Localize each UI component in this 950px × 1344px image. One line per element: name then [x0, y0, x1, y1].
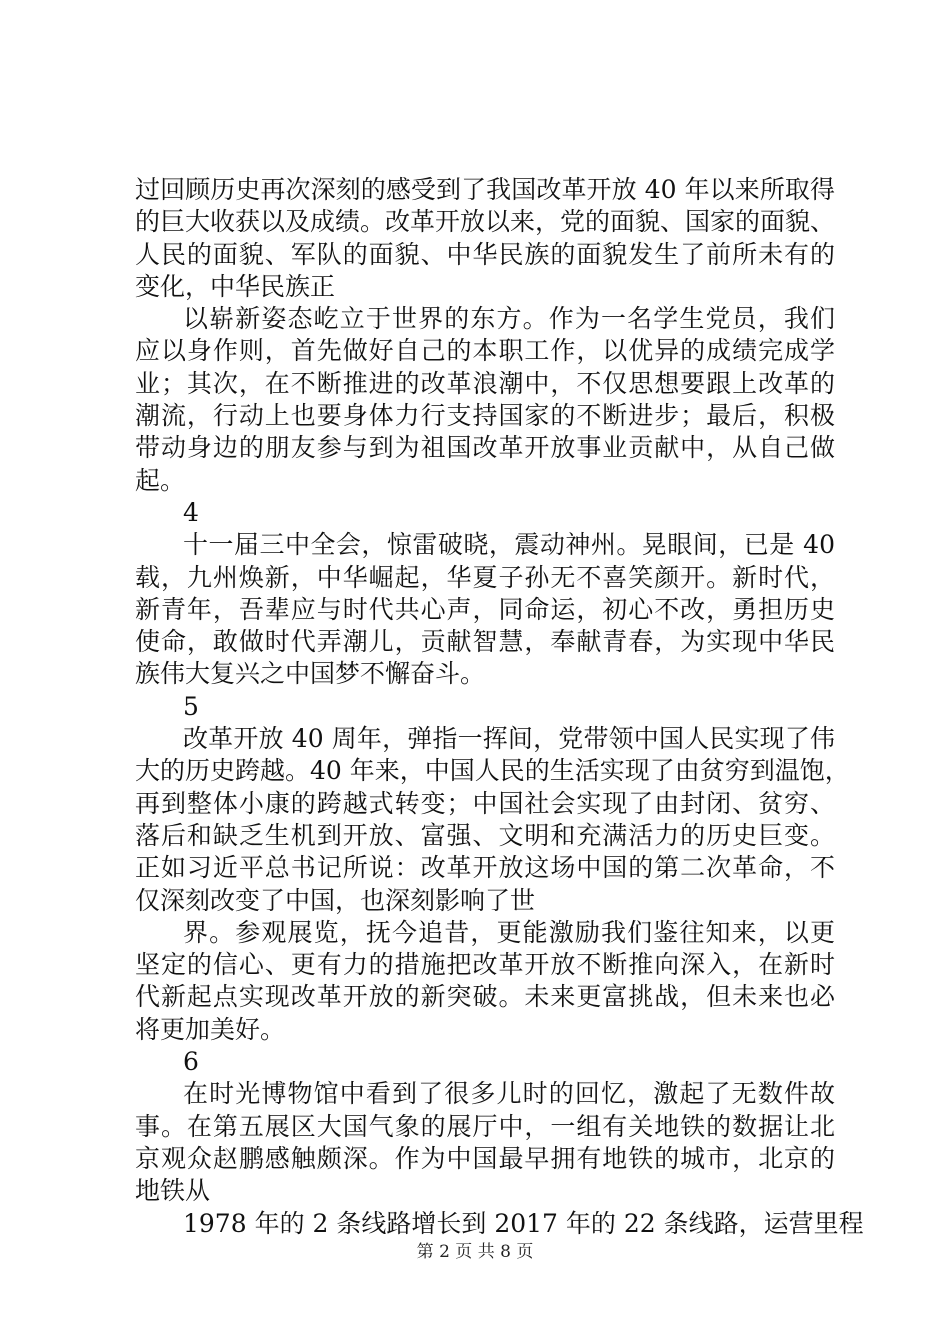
paragraph-first-line: 界。参观展览，抚今追昔，更能激励我们鉴往知来，以更 [183, 917, 835, 947]
paragraph-first-line: 在时光博物馆中看到了很多儿时的回忆，激起了无数件故 [183, 1079, 835, 1109]
section-number: 5 [183, 691, 199, 721]
text-line: 人民的面貌、军队的面貌、中华民族的面貌发生了前所未有的 [135, 239, 835, 269]
text-line: 载，九州焕新，中华崛起，华夏子孙无不喜笑颜开。新时代， [135, 562, 835, 592]
text-line: 地铁从 [135, 1176, 211, 1206]
text-line: 正如习近平总书记所说：改革开放这场中国的第二次革命，不 [135, 853, 835, 883]
text-line: 业；其次，在不断推进的改革浪潮中，不仅思想要跟上改革的 [135, 368, 835, 398]
text-line: 族伟大复兴之中国梦不懈奋斗。 [135, 659, 486, 689]
text-line: 仅深刻改变了中国，也深刻影响了世 [135, 885, 536, 915]
text-line: 变化，中华民族正 [135, 271, 336, 301]
text-line: 坚定的信心、更有力的措施把改革开放不断推向深入，在新时 [135, 950, 835, 980]
text-line: 事。在第五展区大国气象的展厅中，一组有关地铁的数据让北 [135, 1111, 835, 1141]
text-line: 应以身作则，首先做好自己的本职工作，以优异的成绩完成学 [135, 336, 835, 366]
text-line: 带动身边的朋友参与到为祖国改革开放事业贡献中，从自己做 [135, 433, 835, 463]
paragraph-first-line: 改革开放 40 周年，弹指一挥间，党带领中国人民实现了伟 [183, 724, 835, 754]
text-line: 将更加美好。 [135, 1014, 286, 1044]
paragraph-first-line: 以崭新姿态屹立于世界的东方。作为一名学生党员，我们 [183, 304, 835, 334]
document-body [135, 174, 864, 1240]
paragraph-first-line: 十一届三中全会，惊雷破晓，震动神州。晃眼间，已是 40 [183, 530, 835, 560]
paragraph-first-line: 1978 年的 2 条线路增长到 2017 年的 22 条线路，运营里程 [183, 1208, 864, 1238]
text-line: 新青年，吾辈应与时代共心声，同命运，初心不改，勇担历史 [135, 594, 835, 624]
text-line: 的巨大收获以及成绩。改革开放以来，党的面貌、国家的面貌、 [135, 207, 836, 237]
text-line: 过回顾历史再次深刻的感受到了我国改革开放 40 年以来所取得 [135, 175, 835, 204]
page-footer: 第 2 页 共 8 页 [416, 1242, 534, 1262]
section-number: 6 [183, 1047, 199, 1077]
text-line: 使命，敢做时代弄潮儿，贡献智慧，奉献青春，为实现中华民 [135, 627, 835, 657]
text-line: 潮流，行动上也要身体力行支持国家的不断进步；最后，积极 [135, 401, 835, 431]
section-number: 4 [183, 497, 199, 527]
text-line: 京观众赵鹏感触颇深。作为中国最早拥有地铁的城市，北京的 [135, 1143, 835, 1173]
text-line: 大的历史跨越。40 年来，中国人民的生活实现了由贫穷到温饱， [135, 756, 850, 786]
text-line: 落后和缺乏生机到开放、富强、文明和充满活力的历史巨变。 [135, 820, 835, 850]
text-line: 代新起点实现改革开放的新突破。未来更富挑战，但未来也必 [135, 982, 835, 1012]
text-line: 再到整体小康的跨越式转变；中国社会实现了由封闭、贫穷、 [135, 788, 835, 818]
text-line: 起。 [135, 465, 186, 495]
